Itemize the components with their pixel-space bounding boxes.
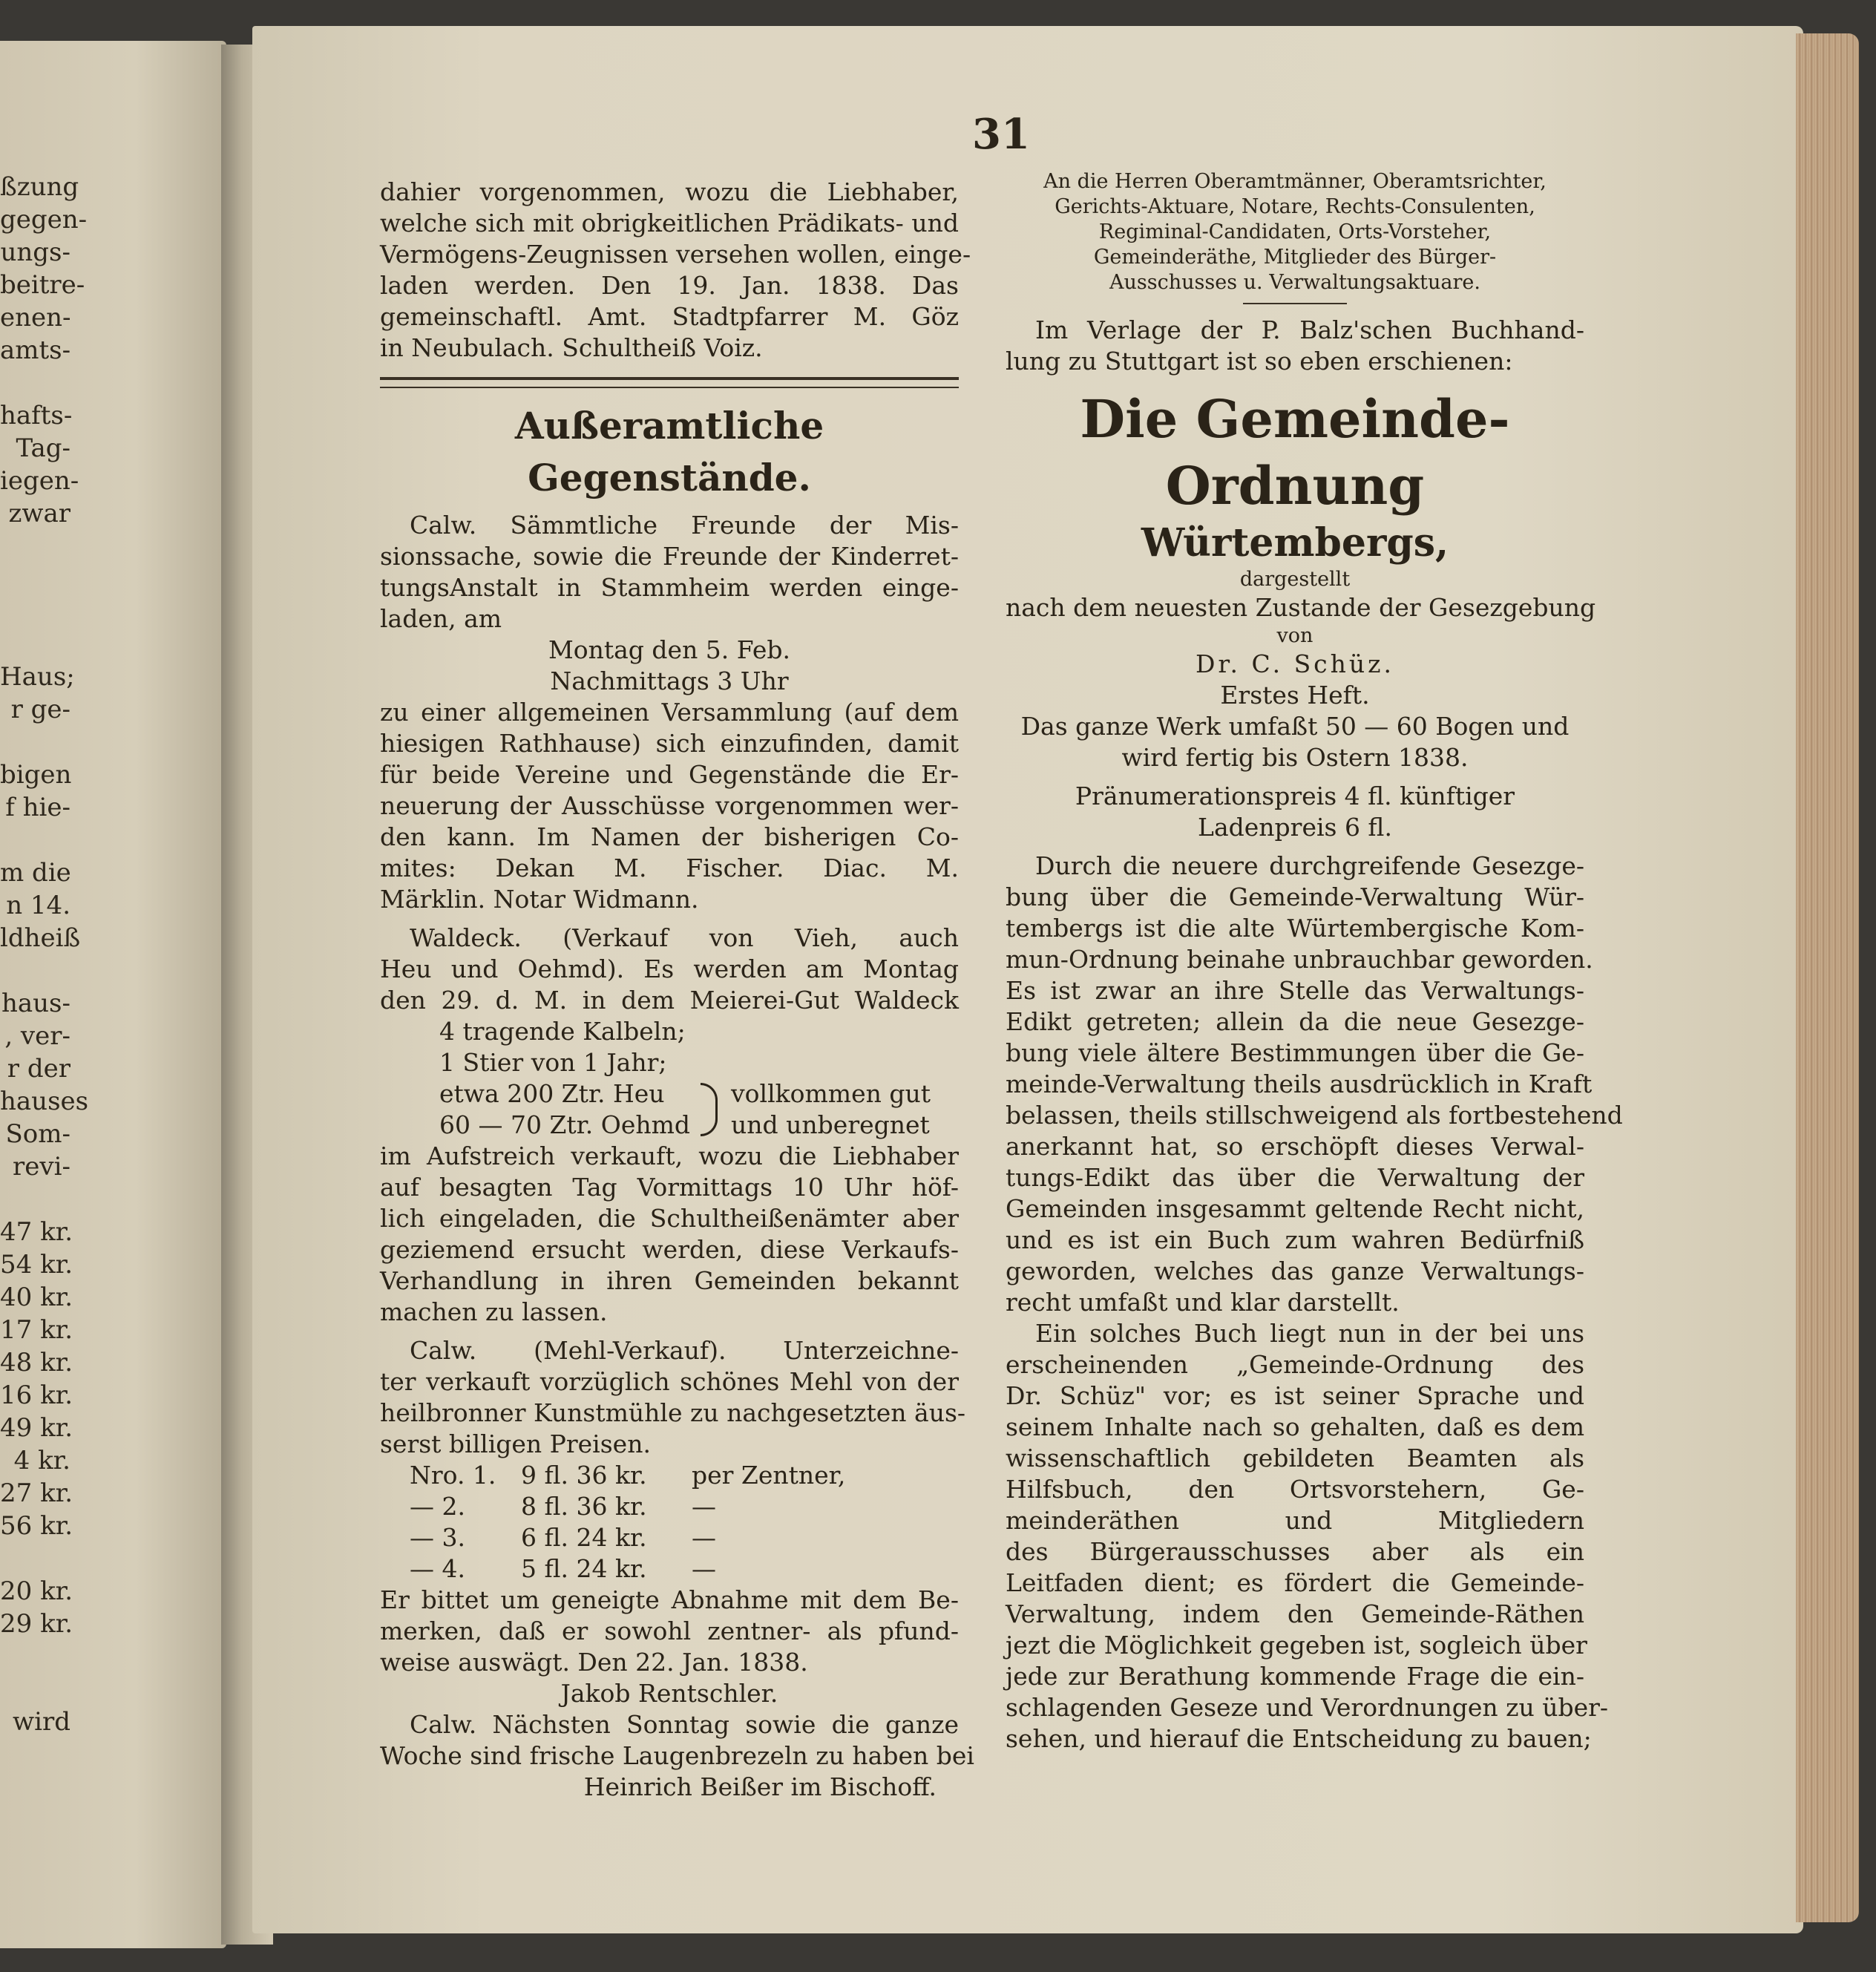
text-line: hiesigen Rathhause) sich einzufinden, damit	[380, 729, 959, 758]
text-line: gemeinschaftl. Amt. Stadtpfarrer M. Göz	[380, 302, 959, 331]
text-line: Calw. Nächsten Sonntag sowie die ganze	[410, 1710, 959, 1739]
price-notice	[1006, 781, 1584, 843]
text-line: in Neubulach. Schultheiß Voiz.	[380, 333, 763, 362]
left-fragment: 47 kr.	[0, 1217, 73, 1247]
presented-label: dargestellt	[1239, 568, 1351, 591]
left-fragment	[0, 824, 70, 856]
price-nr: — 2.	[410, 1492, 465, 1521]
text-line: jede zur Berathung kommende Frage die ein-	[1006, 1662, 1584, 1691]
left-fragment: zwar	[8, 499, 70, 528]
left-fragment	[0, 595, 70, 628]
left-fragment: ßzung	[0, 172, 79, 202]
text-line: Durch die neuere durchgreifende Gesezge-	[1035, 851, 1584, 880]
text-line: Ladenpreis 6 fl.	[1198, 813, 1392, 842]
text-line: tungsAnstalt in Stammheim werden einge-	[380, 573, 959, 602]
text-line: Im Verlage der P. Balz'schen Buchhand-	[1035, 315, 1584, 344]
text-line: Calw. Sämmtliche Freunde der Mis-	[410, 511, 959, 540]
text-line: merken, daß er sowohl zentner- als pfund-	[380, 1616, 959, 1645]
text-line: mun-Ordnung beinahe unbrauchbar geworden.	[1006, 945, 1593, 974]
text-line: Edikt getreten; allein da die neue Gesezge-	[1006, 1007, 1584, 1036]
left-column	[380, 177, 974, 1803]
flour-signature: Jakob Rentschler.	[560, 1679, 778, 1708]
book-description-paragraph	[1006, 1318, 1609, 1755]
text-line: Heu und Oehmd). Es werden am Montag	[380, 954, 959, 983]
left-fragment: n 14.	[6, 891, 70, 920]
text-line: Ein solches Buch liegt nun in der bei uns	[1035, 1319, 1584, 1348]
left-fragment: haus-	[1, 989, 70, 1018]
text-line: lich eingeladen, die Schultheißenämter aber	[380, 1204, 959, 1233]
price-fl: 8 fl. 36 kr.	[521, 1492, 647, 1521]
text-line: machen zu lassen.	[380, 1297, 608, 1326]
text-line: Märklin. Notar Widmann.	[380, 885, 699, 914]
text-line: laden werden. Den 19. Jan. 1838. Das	[380, 271, 959, 300]
calw-mission-notice-body	[380, 697, 959, 915]
price-fl: 5 fl. 24 kr.	[521, 1554, 647, 1583]
price-row	[380, 1522, 959, 1553]
text-line: lung zu Stuttgart ist so eben erschienen:	[1006, 347, 1513, 376]
left-fragment: 20 kr.	[0, 1576, 73, 1606]
left-fragment: revi-	[13, 1152, 70, 1182]
text-line: Gemeinderäthe, Mitglieder des Bürger-	[1093, 246, 1497, 269]
left-fragment: r der	[7, 1054, 70, 1084]
brace-icon	[701, 1083, 718, 1136]
text-line: sionssache, sowie die Freunde der Kinderret-	[380, 542, 959, 571]
left-fragment	[0, 563, 70, 595]
text-line: geworden, welches das ganze Verwaltungs-	[1006, 1257, 1584, 1285]
text-line: den kann. Im Namen der bisherigen Co-	[380, 822, 959, 851]
publisher-notice	[1006, 315, 1584, 377]
left-fragment	[0, 530, 70, 563]
left-fragment: Haus;	[0, 662, 75, 692]
left-page-text-fragments	[0, 171, 89, 1738]
text-line: Waldeck. (Verkauf von Vieh, auch	[410, 923, 959, 952]
address-block	[1006, 169, 1584, 295]
left-fragment: hafts-	[0, 401, 73, 430]
text-line: Leitfaden dient; es fördert die Gemeinde-	[1006, 1568, 1584, 1597]
left-fragment	[0, 367, 70, 399]
hay-amount: etwa 200 Ztr. Heu	[439, 1079, 665, 1108]
left-fragment: 4 kr.	[13, 1446, 70, 1475]
price-unit: per Zentner,	[692, 1461, 846, 1490]
left-fragment: 16 kr.	[0, 1380, 73, 1410]
left-fragment: 40 kr.	[0, 1283, 73, 1312]
price-row	[380, 1460, 959, 1491]
text-line: Verhandlung in ihren Gemeinden bekannt	[380, 1266, 959, 1295]
text-line: geziemend ersucht werden, diese Verkaufs-	[380, 1235, 959, 1264]
text-line: Ausschusses u. Verwaltungsaktuare.	[1109, 271, 1480, 294]
left-fragment: 27 kr.	[0, 1478, 73, 1508]
text-line: wird fertig bis Ostern 1838.	[1121, 743, 1469, 772]
left-fragment	[0, 1640, 70, 1673]
book-title: Die Gemeinde-Ordnung	[1080, 388, 1510, 517]
price-row	[380, 1553, 959, 1585]
left-fragment: amts-	[0, 335, 71, 365]
text-line: weise auswägt. Den 22. Jan. 1838.	[380, 1648, 808, 1677]
left-fragment: Som-	[5, 1119, 70, 1149]
text-line: Regiminal-Candidaten, Orts-Vorsteher,	[1098, 220, 1492, 243]
text-line: Er bittet um geneigte Abnahme mit dem Be-	[380, 1585, 959, 1614]
text-line: den 29. d. M. in dem Meierei-Gut Waldeck	[380, 986, 959, 1015]
price-fl: 6 fl. 24 kr.	[521, 1523, 647, 1552]
left-fragment	[0, 1673, 70, 1706]
left-fragment	[0, 954, 70, 987]
text-line: Gerichts-Aktuare, Notare, Rechts-Consulenten,	[1055, 195, 1535, 218]
text-line: für beide Vereine und Gegenstände die Er-	[380, 760, 959, 789]
left-fragment	[0, 726, 70, 759]
flour-price-list	[380, 1460, 959, 1585]
price-fl: 9 fl. 36 kr.	[521, 1461, 647, 1490]
text-line: Gemeinden insgesammt geltende Recht nicht,	[1006, 1194, 1584, 1223]
left-fragment: 56 kr.	[0, 1511, 73, 1541]
oehmd-amount: 60 — 70 Ztr. Oehmd	[439, 1110, 691, 1139]
left-fragment: bigen	[0, 760, 72, 790]
text-line: sehen, und hierauf die Entscheidung zu bauen;	[1006, 1724, 1592, 1753]
text-line: ter verkauft vorzüglich schönes Mehl von der	[380, 1367, 959, 1396]
text-line: auf besagten Tag Vormittags 10 Uhr höf-	[380, 1173, 959, 1202]
left-fragment: enen-	[0, 303, 71, 333]
text-line: recht umfaßt und klar darstellt.	[1006, 1288, 1400, 1317]
price-unit: —	[692, 1554, 716, 1583]
text-line: seinem Inhalte nach so gehalten, daß es dem	[1006, 1412, 1584, 1441]
left-fragment: Tag-	[16, 433, 70, 463]
left-fragment: hauses	[0, 1087, 89, 1116]
text-line: An die Herren Oberamtmänner, Oberamtsrichter,	[1043, 170, 1547, 193]
left-fragment: wird	[13, 1707, 70, 1737]
double-rule	[380, 377, 959, 388]
text-line: des Bürgerausschusses aber als ein	[1006, 1537, 1584, 1566]
text-line: Das ganze Werk umfaßt 50 — 60 Bogen und	[1020, 712, 1570, 741]
left-fragment	[0, 1183, 70, 1216]
text-line: meinde-Verwaltung theils ausdrücklich in Kraft	[1006, 1069, 1593, 1098]
text-line: Dr. Schüz" vor; es ist seiner Sprache und	[1006, 1381, 1584, 1410]
left-fragment: 17 kr.	[0, 1315, 73, 1345]
text-line: bung über die Gemeinde-Verwaltung Wür-	[1006, 882, 1584, 911]
left-fragment: beitre-	[0, 270, 85, 300]
text-line: Woche sind frische Laugenbrezeln zu haben bei	[380, 1741, 974, 1770]
left-fragment: f hie-	[5, 793, 70, 822]
extent-notice	[1006, 711, 1584, 773]
left-fragment: 29 kr.	[0, 1609, 73, 1639]
price-nr: Nro. 1.	[410, 1461, 496, 1490]
left-fragment: gegen-	[0, 205, 88, 235]
section-heading: Außeramtliche Gegenstände.	[514, 404, 824, 499]
left-fragment: 49 kr.	[0, 1413, 73, 1443]
left-fragment	[0, 628, 70, 661]
left-fragment: ungs-	[0, 238, 70, 267]
hay-quality: vollkommen gut	[731, 1079, 931, 1108]
issue-label: Erstes Heft.	[1220, 681, 1370, 710]
state-line: nach dem neuesten Zustande der Gesezgebung	[1006, 593, 1596, 622]
bakery-signature: Heinrich Beißer im Bischoff.	[583, 1772, 937, 1801]
text-line: neuerung der Ausschüsse vorgenommen wer-	[380, 791, 959, 820]
cattle-item: 4 tragende Kalbeln;	[439, 1017, 686, 1046]
short-rule	[1243, 303, 1347, 304]
page-number: 31	[972, 110, 1030, 159]
waldeck-sale-notice-body	[380, 1141, 959, 1328]
price-unit: —	[692, 1523, 716, 1552]
left-fragment: r ge-	[10, 695, 70, 724]
text-line: erscheinenden „Gemeinde-Ordnung des	[1006, 1350, 1584, 1379]
left-fragment: 54 kr.	[0, 1250, 73, 1280]
calw-flour-notice-body	[380, 1585, 959, 1678]
text-line: und es ist ein Buch zum wahren Bedürfniß	[1006, 1225, 1584, 1254]
page-edges	[1796, 33, 1859, 1922]
text-line: Pränumerationspreis 4 fl. künftiger	[1075, 782, 1515, 810]
book-description-paragraph	[1006, 851, 1623, 1318]
cattle-item: 1 Stier von 1 Jahr;	[439, 1048, 667, 1077]
price-nr: — 3.	[410, 1523, 465, 1552]
right-column	[1006, 169, 1623, 1755]
text-line: Calw. (Mehl-Verkauf). Unterzeichne-	[410, 1336, 959, 1365]
left-fragment: ldheiß	[0, 923, 81, 953]
text-line: anerkannt hat, so erschöpft dieses Verwal-	[1006, 1132, 1584, 1161]
left-fragment: 48 kr.	[0, 1348, 73, 1378]
meeting-time: Nachmittags 3 Uhr	[550, 666, 789, 695]
calw-flour-notice	[380, 1335, 966, 1460]
text-line: Hilfsbuch, den Ortsvorstehern, Ge-	[1006, 1475, 1584, 1504]
left-fragment: m die	[0, 858, 71, 888]
left-fragment: iegen-	[0, 466, 79, 496]
von-label: von	[1276, 624, 1313, 647]
intro-notice	[380, 177, 971, 364]
hay-quality: und unberegnet	[731, 1110, 930, 1139]
left-fragment: , ver-	[4, 1021, 70, 1051]
text-line: Verwaltung, indem den Gemeinde-Räthen	[1006, 1599, 1584, 1628]
price-row	[380, 1491, 959, 1522]
text-line: Vermögens-Zeugnissen versehen wollen, einge-	[380, 240, 971, 269]
text-line: meinderäthen und Mitgliedern	[1006, 1506, 1584, 1535]
text-line: tungs-Edikt das über die Verwaltung der	[1006, 1163, 1584, 1192]
waldeck-sale-notice	[380, 923, 959, 1016]
text-line: wissenschaftlich gebildeten Beamten als	[1006, 1444, 1584, 1473]
text-line: tembergs ist die alte Würtembergische Kom-	[1006, 914, 1584, 943]
text-line: serst billigen Preisen.	[380, 1429, 651, 1458]
text-line: welche sich mit obrigkeitlichen Prädikats- und	[380, 209, 959, 238]
book-subtitle: Würtembergs,	[1141, 520, 1449, 566]
text-line: heilbronner Kunstmühle zu nachgesetzten äus-	[380, 1398, 966, 1427]
text-line: schlagenden Geseze und Verordnungen zu über-	[1006, 1693, 1609, 1722]
calw-mission-notice	[380, 510, 959, 635]
meeting-date: Montag den 5. Feb.	[548, 635, 791, 664]
price-unit: —	[692, 1492, 716, 1521]
text-line: laden, am	[380, 604, 502, 633]
text-line: dahier vorgenommen, wozu die Liebhaber,	[380, 177, 959, 206]
text-line: Es ist zwar an ihre Stelle das Verwaltungs-	[1006, 976, 1584, 1005]
text-line: jezt die Möglichkeit gegeben ist, sogleich über	[1006, 1631, 1587, 1660]
hay-items	[380, 1078, 959, 1141]
price-nr: — 4.	[410, 1554, 465, 1583]
author: Dr. C. Schüz.	[1195, 649, 1395, 678]
text-line: bung viele ältere Bestimmungen über die Ge-	[1006, 1038, 1584, 1067]
text-line: im Aufstreich verkauft, wozu die Liebhaber	[380, 1141, 959, 1170]
text-line: mites: Dekan M. Fischer. Diac. M.	[380, 854, 959, 882]
text-line: zu einer allgemeinen Versammlung (auf dem	[380, 698, 959, 727]
left-fragment	[0, 1542, 70, 1575]
text-line: belassen, theils stillschweigend als fortbestehend	[1006, 1101, 1623, 1130]
calw-bakery-notice	[380, 1709, 974, 1772]
